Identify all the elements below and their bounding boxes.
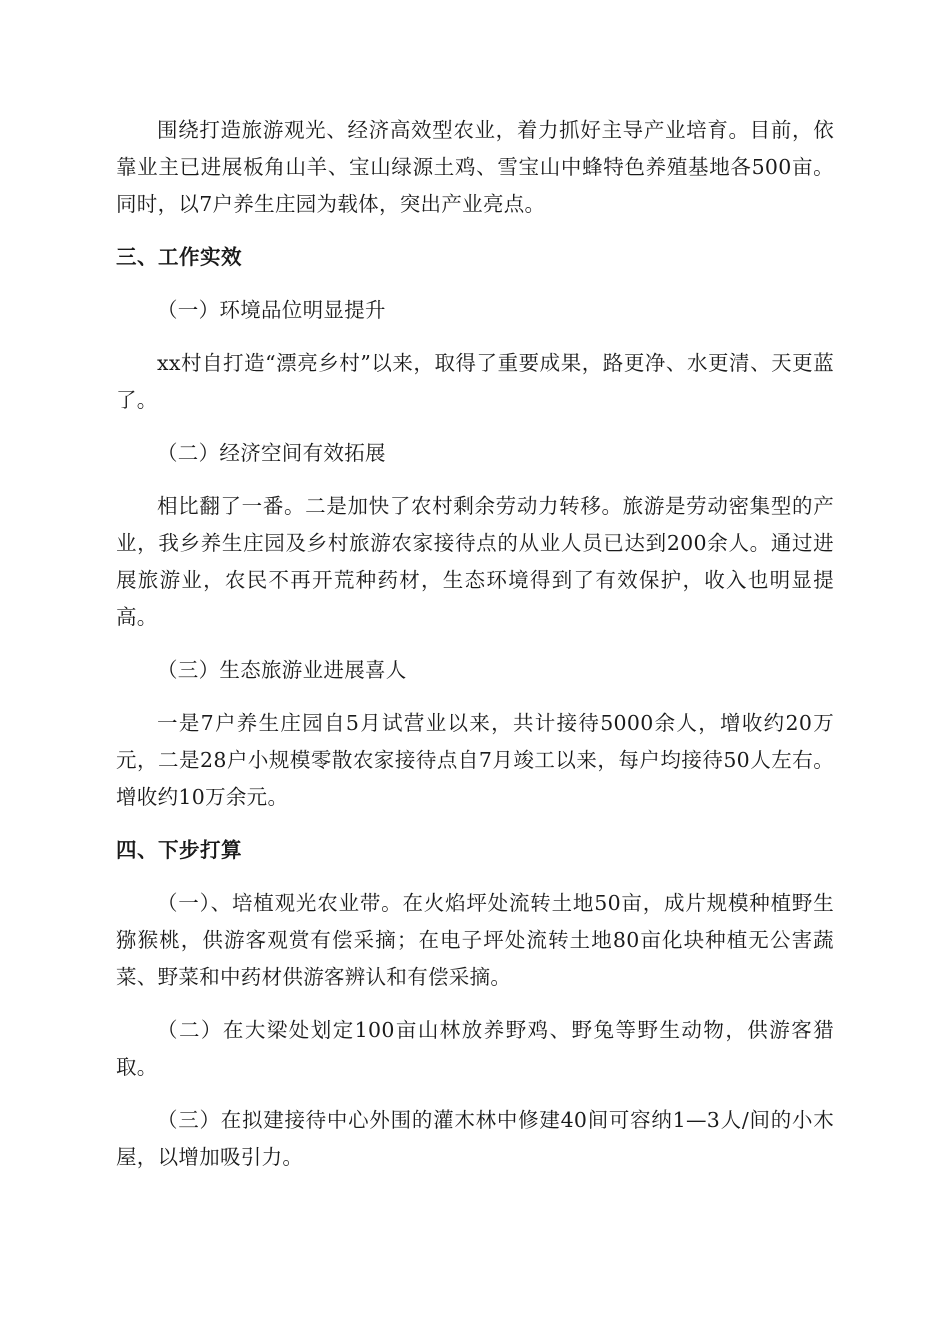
- paragraph-industry-cultivation: 围绕打造旅游观光、经济高效型农业，着力抓好主导产业培育。目前，依靠业主已进展板角山羊、宝山绿源土鸡、雪宝山中蜂特色养殖基地各500亩。同时，以7户养生庄园为载体，突出产业亮点。: [116, 118, 834, 216]
- document-page: [116, 112, 834, 1192]
- paragraph-next-step-3: （三）在拟建接待中心外围的灌木林中修建40间可容纳1—3人/间的小木屋，以增加吸引力。: [116, 1108, 834, 1169]
- subheading-eco-tourism: （三）生态旅游业进展喜人: [157, 658, 407, 682]
- paragraph-eco-tourism: 一是7户养生庄园自5月试营业以来，共计接待5000余人，增收约20万元，二是28户小规模零散农家接待点自7月竣工以来，每户均接待50人左右。增收约10万余元。: [116, 711, 834, 809]
- paragraph-next-step-1: （一）、培植观光农业带。在火焰坪处流转土地50亩，成片规模种植野生猕猴桃，供游客观赏有偿采摘；在电子坪处流转土地80亩化块种植无公害蔬菜、野菜和中药材供游客辨认和有偿采摘。: [116, 891, 834, 989]
- subheading-environment: （一）环境品位明显提升: [157, 298, 386, 322]
- section-heading-work-results: 三、工作实效: [116, 245, 242, 269]
- subheading-economic-space: （二）经济空间有效拓展: [157, 441, 386, 465]
- paragraph-environment: xx村自打造“漂亮乡村”以来，取得了重要成果，路更净、水更清、天更蓝了。: [116, 351, 834, 412]
- paragraph-next-step-2: （二）在大梁处划定100亩山林放养野鸡、野兔等野生动物，供游客猎取。: [116, 1018, 834, 1079]
- section-heading-next-steps: 四、下步打算: [116, 838, 242, 862]
- paragraph-economic-space: 相比翻了一番。二是加快了农村剩余劳动力转移。旅游是劳动密集型的产业，我乡养生庄园及乡村旅游农家接待点的从业人员已达到200余人。通过进展旅游业，农民不再开荒种药材，生态环境得到了有效保护，收入也明显提高。: [116, 494, 834, 629]
